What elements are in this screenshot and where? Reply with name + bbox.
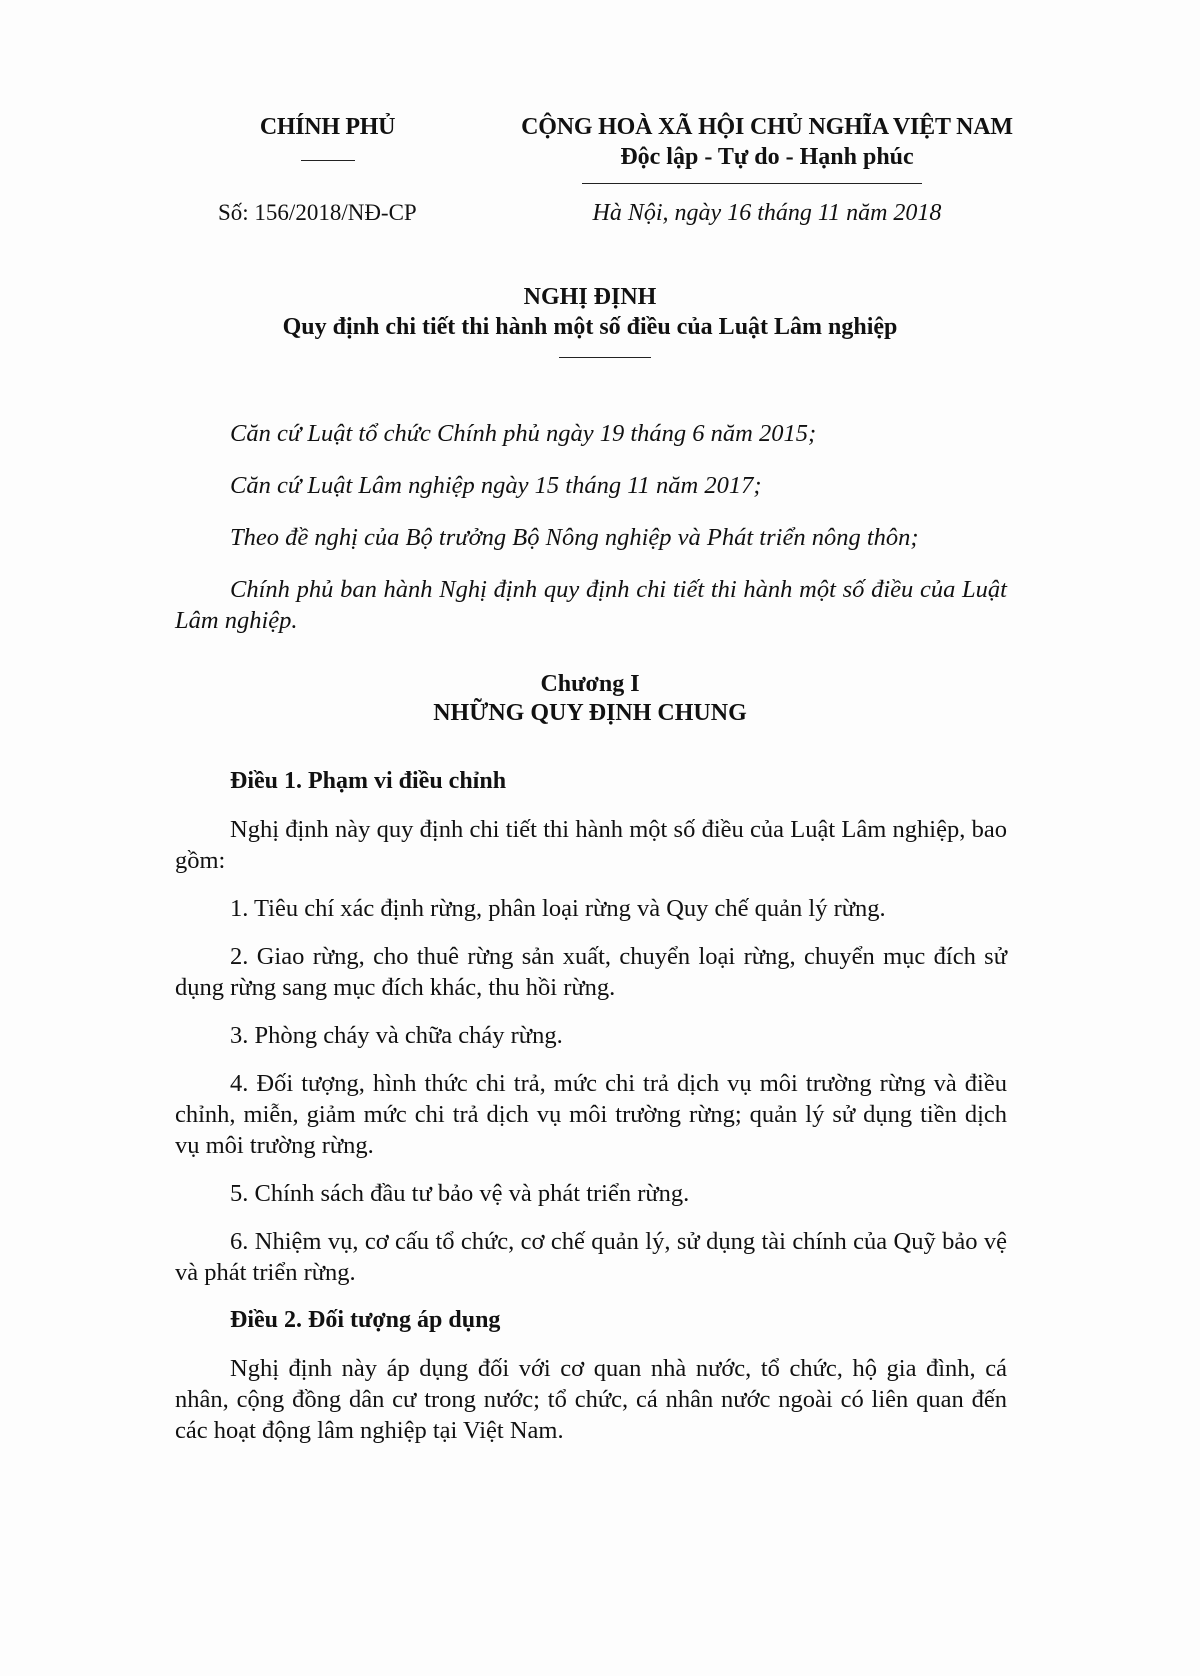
article-intro: Nghị định này áp dụng đối với cơ quan nhà nước, tổ chức, hộ gia đình, cá nhân, cộng đồng dân cư trong nước; tổ chức, cá nhân nước ngoài có liên quan đến các hoạt động lâm nghiệp tại Việt Nam. <box>175 1355 1007 1444</box>
preamble-line: Căn cứ Luật Lâm nghiệp ngày 15 tháng 11 năm 2017; <box>230 472 762 499</box>
issuer-underline <box>301 160 355 161</box>
document-number: Số: 156/2018/NĐ-CP <box>218 200 417 225</box>
article-item: 5. Chính sách đầu tư bảo vệ và phát triển rừng. <box>230 1180 690 1207</box>
article-heading: Điều 2. Đối tượng áp dụng <box>230 1307 501 1333</box>
place-and-date: Hà Nội, ngày 16 tháng 11 năm 2018 <box>592 200 942 226</box>
document-subject: Quy định chi tiết thi hành một số điều của Luật Lâm nghiệp <box>282 314 898 340</box>
article-1 <box>175 766 1007 1288</box>
article-item: 4. Đối tượng, hình thức chi trả, mức chi trả dịch vụ môi trường rừng và điều chỉnh, miễn, giảm mức chi trả dịch vụ môi trường rừng; quản lý sử dụng tiền dịch vụ môi trường rừng. <box>175 1070 1007 1159</box>
document-type: NGHỊ ĐỊNH <box>523 284 657 310</box>
article-item: 3. Phòng cháy và chữa cháy rừng. <box>230 1022 563 1049</box>
national-motto: Độc lập - Tự do - Hạnh phúc <box>620 144 914 170</box>
article-heading: Điều 1. Phạm vi điều chỉnh <box>230 768 507 794</box>
preamble <box>175 418 1007 636</box>
preamble-line: Theo đề nghị của Bộ trưởng Bộ Nông nghiệp và Phát triển nông thôn; <box>230 524 919 551</box>
article-item: 6. Nhiệm vụ, cơ cấu tổ chức, cơ chế quản lý, sử dụng tài chính của Quỹ bảo vệ và phát triển rừng. <box>175 1228 1007 1286</box>
chapter-name: NHỮNG QUY ĐỊNH CHUNG <box>433 700 747 726</box>
chapter-number: Chương I <box>540 671 640 697</box>
article-item: 2. Giao rừng, cho thuê rừng sản xuất, chuyển loại rừng, chuyển mục đích sử dụng rừng sang mục đích khác, thu hồi rừng. <box>175 943 1007 1001</box>
article-intro: Nghị định này quy định chi tiết thi hành một số điều của Luật Lâm nghiệp, bao gồm: <box>175 816 1007 874</box>
article-item: 1. Tiêu chí xác định rừng, phân loại rừng và Quy chế quản lý rừng. <box>230 895 886 922</box>
issuer-name: CHÍNH PHỦ <box>259 114 396 140</box>
preamble-line: Chính phủ ban hành Nghị định quy định chi tiết thi hành một số điều của Luật Lâm nghiệp. <box>175 576 1007 634</box>
motto-underline <box>582 183 922 184</box>
article-2 <box>175 1305 1007 1446</box>
preamble-line: Căn cứ Luật tổ chức Chính phủ ngày 19 tháng 6 năm 2015; <box>230 420 817 447</box>
title-underline <box>559 357 651 358</box>
national-name: CỘNG HOÀ XÃ HỘI CHỦ NGHĨA VIỆT NAM <box>521 114 1013 140</box>
